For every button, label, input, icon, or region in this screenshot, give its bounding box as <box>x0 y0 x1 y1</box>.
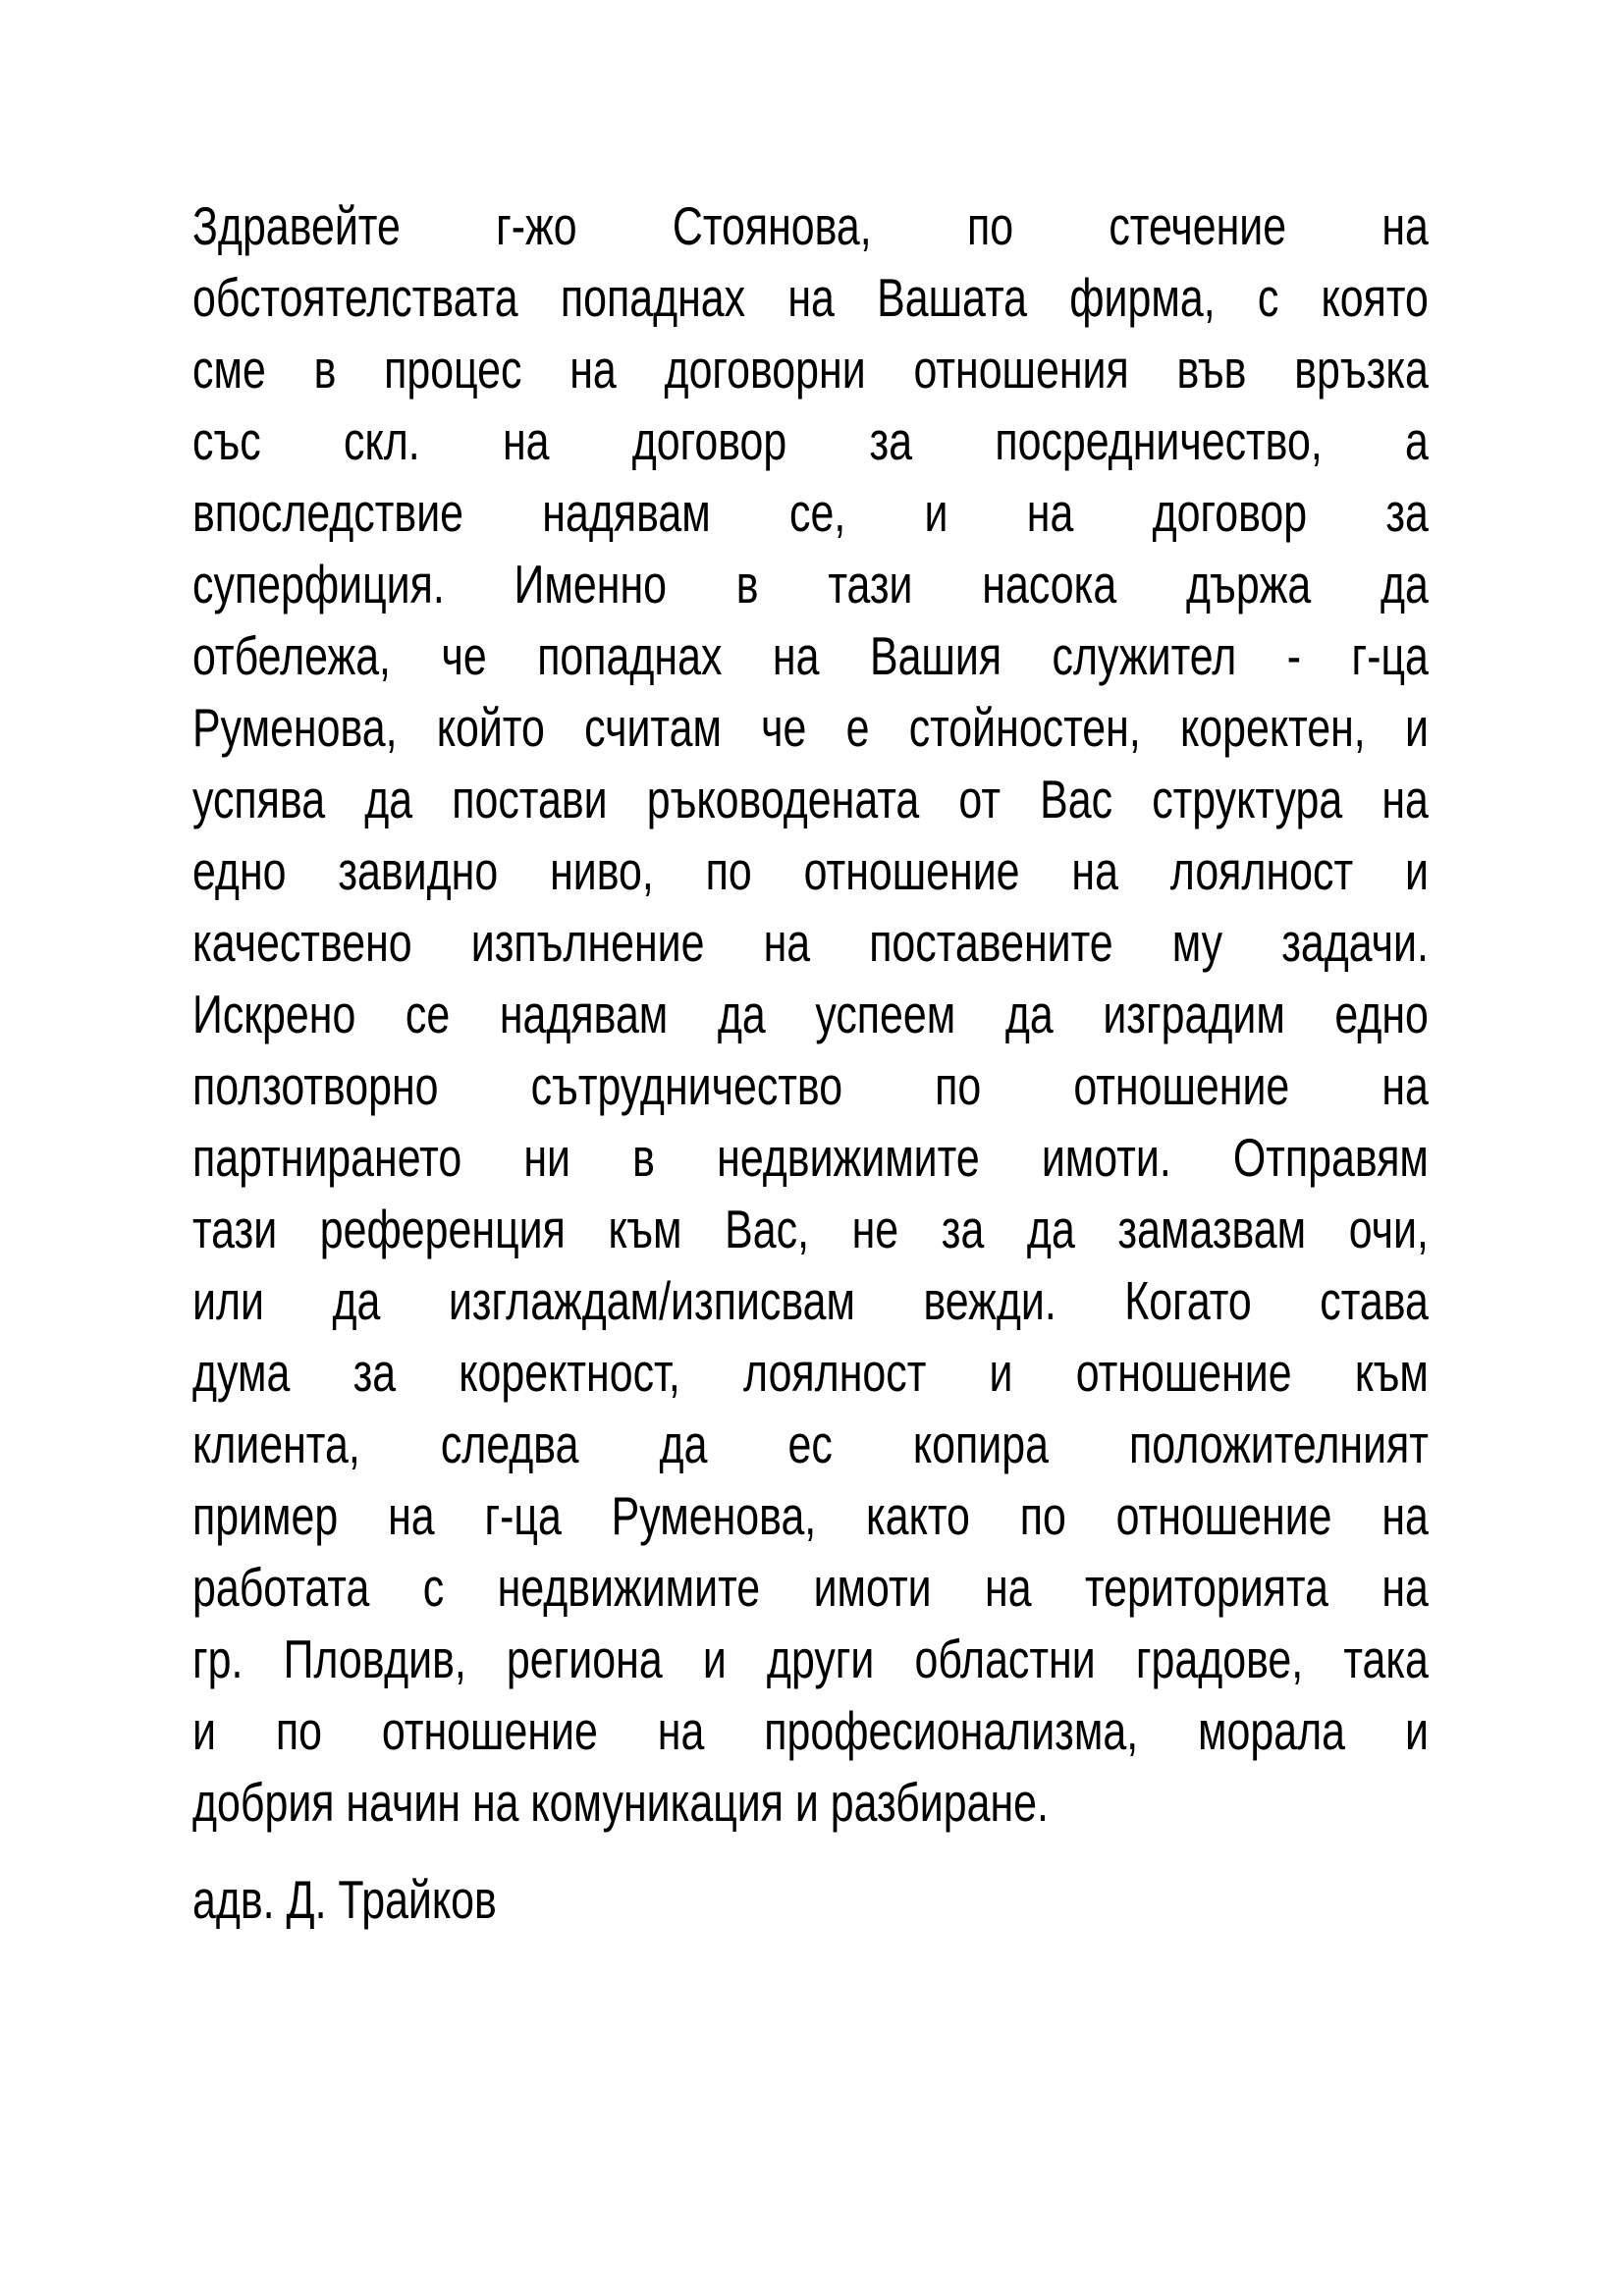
body-line: със скл. на договор за посредничество, а <box>192 410 1429 471</box>
body-line: гр. Пловдив, региона и други областни градове, така <box>192 1629 1429 1689</box>
letter-paragraph <box>192 190 1429 1839</box>
body-line: пример на г-ца Руменова, както по отношение на <box>192 1485 1429 1546</box>
body-line: и по отношение на професионализма, морала и <box>192 1700 1429 1761</box>
body-line: суперфиция. Именно в тази насока държа да <box>192 554 1429 614</box>
body-line: добрия начин на комуникация и разбиране. <box>192 1772 1049 1833</box>
body-line: едно завидно ниво, по отношение на лоялност и <box>192 840 1429 901</box>
signature-line: адв. Д. Трайков <box>192 1869 497 1930</box>
body-line: или да изглаждам/изписвам вежди. Когато става <box>192 1270 1429 1331</box>
body-line: работата с недвижимите имоти на територията на <box>192 1557 1429 1618</box>
body-line: впоследствие надявам се, и на договор за <box>192 482 1429 543</box>
body-line: клиента, следва да ес копира положителният <box>192 1414 1429 1474</box>
body-line: дума за коректност, лоялност и отношение към <box>192 1342 1429 1403</box>
body-line: успява да постави ръководената от Вас структура на <box>192 769 1429 829</box>
body-line: Руменова, който считам че е стойностен, коректен, и <box>192 697 1429 758</box>
letter-body <box>192 190 1429 1936</box>
body-line: Искрено се надявам да успеем да изградим едно <box>192 984 1429 1044</box>
body-line: Здравейте г-жо Стоянова, по стечение на <box>192 195 1429 256</box>
body-line: партнирането ни в недвижимите имоти. Отправям <box>192 1127 1429 1188</box>
body-line: отбележа, че попаднах на Вашия служител - г-ца <box>192 625 1429 686</box>
body-line: обстоятелствата попаднах на Вашата фирма, с която <box>192 267 1429 328</box>
body-line: сме в процес на договорни отношения във връзка <box>192 339 1429 400</box>
body-line: качествено изпълнение на поставените му задачи. <box>192 912 1429 973</box>
body-line: тази референция към Вас, не за да замазвам очи, <box>192 1199 1429 1259</box>
body-line: ползотворно сътрудничество по отношение на <box>192 1055 1429 1116</box>
